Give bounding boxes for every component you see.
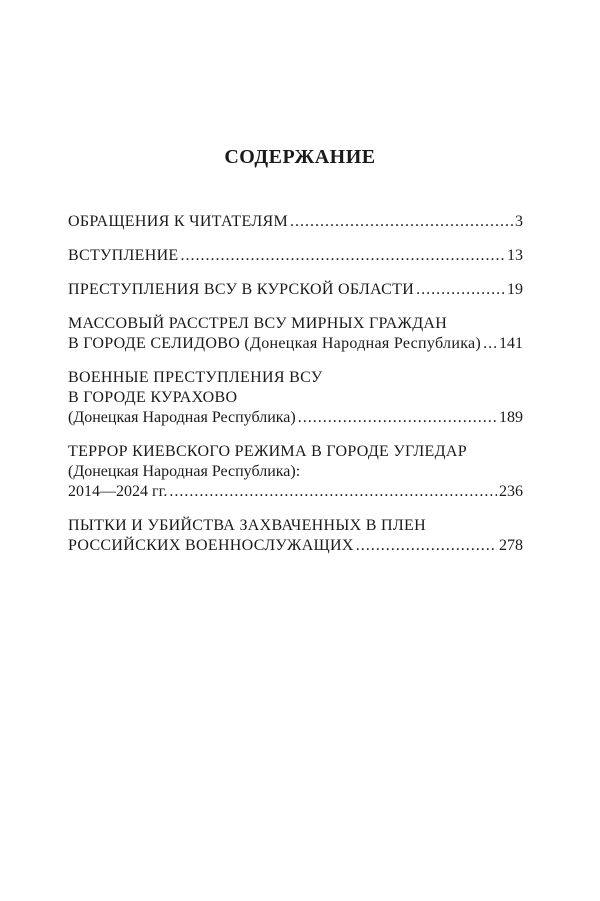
toc-line (68, 334, 523, 354)
toc-entry-title: ВОЕННЫЕ ПРЕСТУПЛЕНИЯ ВСУ (68, 369, 323, 386)
dot-leader (298, 408, 497, 428)
page-title: СОДЕРЖАНИЕ (224, 146, 376, 168)
toc-line (68, 246, 523, 266)
dot-leader (169, 482, 497, 502)
toc-page-number: 19 (507, 281, 523, 298)
toc-entry-kurakhovo[interactable] (68, 368, 523, 428)
table-of-contents (68, 212, 523, 570)
toc-entry-title: ТЕРРОР КИЕВСКОГО РЕЖИМА В ГОРОДЕ УГЛЕДАР (68, 443, 467, 460)
toc-entry-title: ПЫТКИ И УБИЙСТВА ЗАХВАЧЕННЫХ В ПЛЕН (68, 517, 426, 534)
toc-entry-title: ОБРАЩЕНИЯ К ЧИТАТЕЛЯМ (68, 213, 288, 230)
toc-page-number: 278 (499, 537, 523, 554)
toc-line (68, 280, 523, 300)
toc-entry-title: ПРЕСТУПЛЕНИЯ ВСУ В КУРСКОЙ ОБЛАСТИ (68, 281, 415, 298)
toc-page-number: 236 (499, 483, 523, 500)
dot-leader (356, 536, 497, 556)
dot-leader (181, 246, 505, 266)
toc-page-number: 189 (499, 409, 523, 426)
toc-line (68, 212, 523, 232)
dot-leader (483, 334, 497, 354)
toc-page-number: 13 (507, 247, 523, 264)
toc-page-number: 141 (499, 335, 523, 352)
toc-entry-subtitle: (Донецкая Народная Республика): (68, 463, 301, 480)
toc-entry-title: ВСТУПЛЕНИЕ (68, 247, 179, 264)
toc-line (68, 536, 523, 556)
toc-entry-torture[interactable] (68, 516, 523, 556)
toc-entry-selidovo[interactable] (68, 314, 523, 354)
toc-entry-title-cont: В ГОРОДЕ КУРАХОВО (68, 389, 238, 406)
toc-entry-subtitle: (Донецкая Народная Республика) (68, 409, 296, 426)
dot-leader (416, 280, 505, 300)
toc-entry-introduction[interactable] (68, 246, 523, 266)
toc-entry-kursk[interactable] (68, 280, 523, 300)
toc-entry-title: МАССОВЫЙ РАССТРЕЛ ВСУ МИРНЫХ ГРАЖДАН (68, 315, 448, 332)
toc-line (68, 408, 523, 428)
toc-entry-appeals[interactable] (68, 212, 523, 232)
toc-page-number: 3 (515, 213, 523, 230)
toc-entry-title-cont: РОССИЙСКИХ ВОЕННОСЛУЖАЩИХ (68, 537, 354, 554)
toc-line (68, 482, 523, 502)
toc-entry-title-cont: В ГОРОДЕ СЕЛИДОВО (Донецкая Народная Республика) (68, 335, 482, 352)
toc-entry-years: 2014—2024 гг. (68, 483, 168, 500)
dot-leader (290, 212, 513, 232)
toc-entry-ugledar[interactable] (68, 442, 523, 502)
